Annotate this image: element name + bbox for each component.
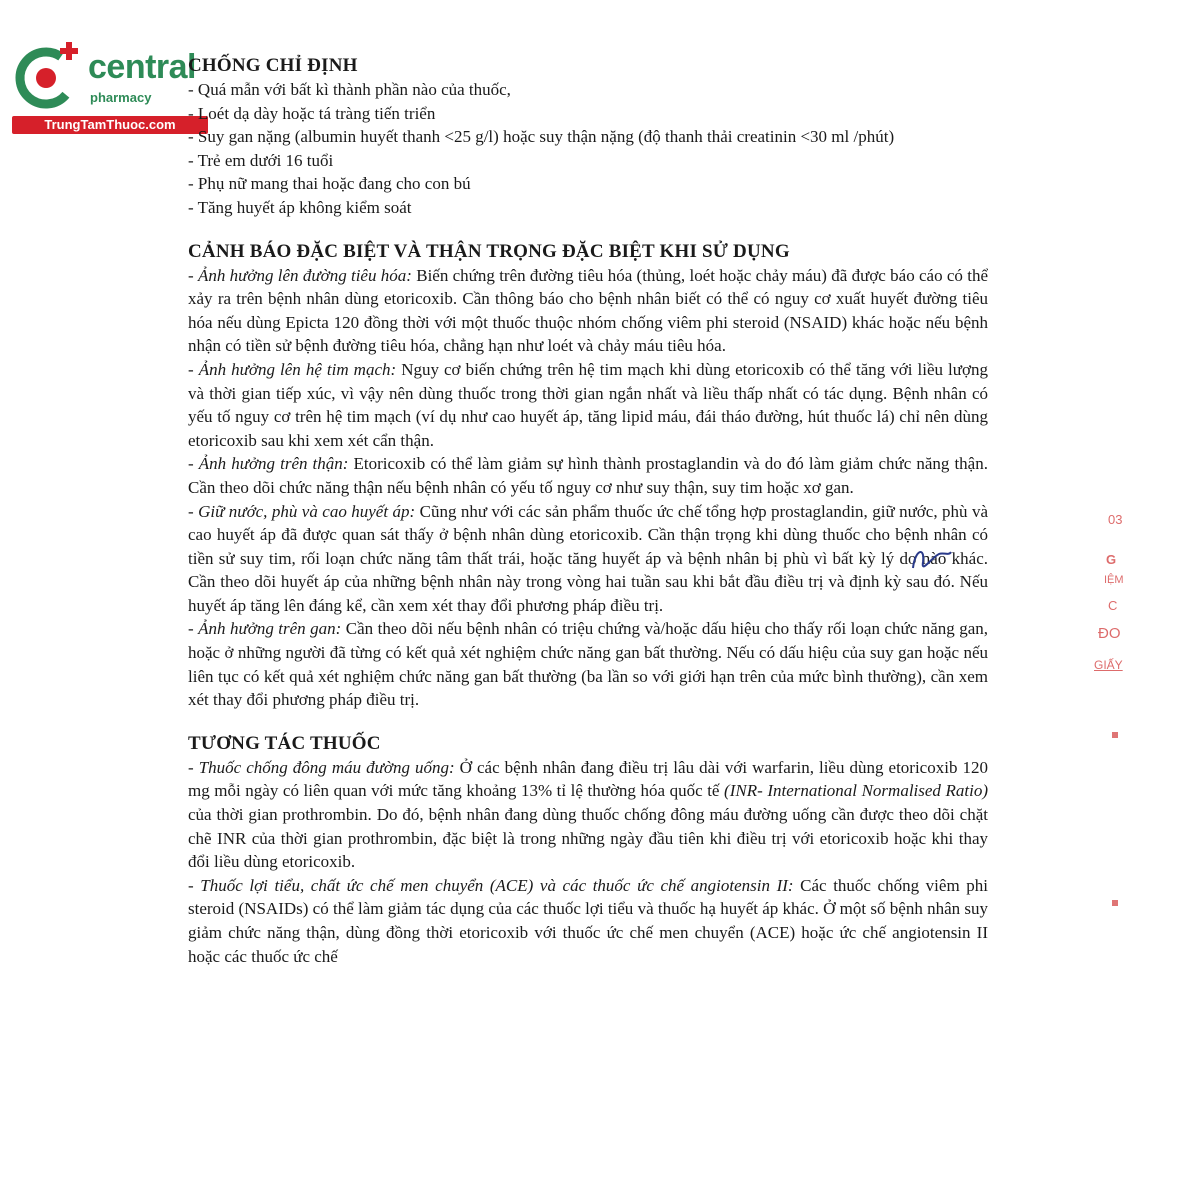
paragraph-text: Ở các bệnh nhân đang điều trị lâu dài với warfarin, liều dùng etoricoxib 120 mg mỗi ngày có liên quan với mức tăng khoảng 13% tỉ lệ thường hóa quốc tế bbox=[188, 757, 988, 801]
list-item: - Phụ nữ mang thai hoặc đang cho con bú bbox=[188, 174, 471, 194]
paragraph-text: Cần theo dõi nếu bệnh nhân có triệu chứng và/hoặc dấu hiệu cho thấy rối loạn chức năng gan, hoặc ở những người đã từng có kết quả xét nghiệm chức năng gan bất thường. Nếu có dấu hiệu của suy gan hoặc nếu liên tục có kết quả xét nghiệm chức năng gan bất thường (ba lần so với giới hạn trên của mức bình thường), cần xem xét thay đổi phương pháp điều trị. bbox=[188, 619, 989, 710]
paragraph-text: của thời gian prothrombin. Do đó, bệnh nhân đang dùng thuốc chống đông máu đường uống cần được theo dõi chặt chẽ INR của thời gian prothrombin, đặc biệt là trong những ngày đầu tiên khi điều trị với etoricoxib hoặc khi thay đổi liều dùng etoricoxib. bbox=[188, 805, 988, 872]
paragraph bbox=[188, 874, 988, 968]
paragraph-lead-inr: (INR- International Normalised Ratio) bbox=[719, 781, 988, 801]
section-heading-interactions: TƯƠNG TÁC THUỐC bbox=[188, 732, 381, 754]
paragraph-text: Các thuốc chống viêm phi steroid (NSAIDs) có thể làm giảm tác dụng của các thuốc lợi tiểu và thuốc hạ huyết áp khác. Ở một số bệnh nhân suy giảm chức năng thận, dùng đồng thời etoricoxib với thuốc ức chế men chuyển (ACE) hoặc ức chế angiotensin II hoặc các thuốc ức chế bbox=[188, 875, 988, 966]
stamp-fragment: C bbox=[1108, 598, 1118, 613]
stamp-fragment: IỆM bbox=[1104, 574, 1124, 586]
section-heading-warnings: CẢNH BÁO ĐẶC BIỆT VÀ THẬN TRỌNG ĐẶC BIỆT KHI SỬ DỤNG bbox=[188, 240, 790, 262]
stamp-fragment: G bbox=[1106, 552, 1117, 567]
list-item: - Trẻ em dưới 16 tuổi bbox=[188, 150, 334, 170]
list-item: - Loét dạ dày hoặc tá tràng tiến triển bbox=[188, 103, 436, 123]
stamp-fragment: ĐO bbox=[1098, 625, 1121, 642]
logo-mark-icon bbox=[10, 38, 90, 118]
section-heading-contraindications: CHỐNG CHỈ ĐỊNH bbox=[188, 55, 358, 76]
paragraph-lead: - Giữ nước, phù và cao huyết áp: bbox=[188, 501, 416, 521]
logo-site-bar: TrungTamThuoc.com bbox=[12, 116, 208, 134]
paragraph-text: Biến chứng trên đường tiêu hóa (thủng, loét hoặc chảy máu) đã được báo cáo có thể xảy ra trên bệnh nhân dùng etoricoxib. Cần thông báo cho bệnh nhân biết có thể có nguy cơ xuất huyết đường tiêu hóa nếu dùng Epicta 120 đồng thời với một thuốc thuộc nhóm chống viêm phi steroid (NSAID) khác hoặc nếu bệnh nhận có tiền sử bệnh đường tiêu hóa, chẳng hạn như loét và chảy máu tiêu hóa. bbox=[188, 265, 988, 356]
paragraph-text: Nguy cơ biến chứng trên hệ tim mạch khi dùng etoricoxib có thể tăng với liều lượng và thời gian tiếp xúc, vì vậy nên dùng thuốc trong thời gian ngắn nhất và liều thấp nhất có tác dụng. Bệnh nhân có yếu tố nguy cơ trên hệ tim mạch (ví dụ như cao huyết áp, tăng lipid máu, đái tháo đường, hút thuốc lá) chỉ nên dùng etoricoxib sau khi xem xét cẩn thận. bbox=[188, 359, 988, 450]
paragraph-lead: - Ảnh hưởng trên gan: bbox=[188, 619, 342, 639]
paragraph-lead: - Thuốc chống đông máu đường uống: bbox=[188, 757, 455, 777]
paragraph-text: Cũng như với các sản phẩm thuốc ức chế tổng hợp prostaglandin, giữ nước, phù và cao huyết áp đã được quan sát thấy ở bệnh nhân dùng etoricoxib. Cần thận trọng khi dùng thuốc cho bệnh nhân có tiền sử suy tim, rối loạn chức năng tâm thất trái, hoặc tăng huyết áp và bệnh nhân bị phù vì bất kỳ lý do nào khác. Cần theo dõi huyết áp của những bệnh nhân này trong vòng hai tuần sau khi bắt đầu điều trị và định kỳ sau đó. Nếu huyết áp tăng lên đáng kể, cần xem xét thay đổi phương pháp điều trị. bbox=[188, 501, 989, 615]
paragraph-lead: - Thuốc lợi tiểu, chất ức chế men chuyển (ACE) và các thuốc ức chế angiotensin II: bbox=[188, 875, 794, 895]
paragraph bbox=[188, 500, 988, 618]
list-item: - Quá mẫn với bất kì thành phần nào của thuốc, bbox=[188, 80, 511, 99]
stamp-dot bbox=[1112, 900, 1118, 906]
list-item: - Suy gan nặng (albumin huyết thanh <25 g/l) hoặc suy thận nặng (độ thanh thải creatinin <30 ml /phút) bbox=[188, 127, 895, 147]
stamp-dot bbox=[1112, 732, 1118, 738]
paragraph-lead: - Ảnh hưởng trên thận: bbox=[188, 454, 349, 474]
paragraph bbox=[188, 617, 988, 711]
paragraph bbox=[188, 358, 988, 452]
paragraph bbox=[188, 756, 988, 874]
paragraph-lead: - Ảnh hưởng lên đường tiêu hóa: bbox=[188, 265, 412, 285]
signature-mark bbox=[905, 540, 955, 580]
document-body bbox=[188, 54, 988, 968]
logo-name: central bbox=[88, 48, 196, 86]
paragraph-lead: - Ảnh hưởng lên hệ tim mạch: bbox=[188, 359, 397, 379]
logo-subtitle: pharmacy bbox=[90, 90, 152, 105]
paragraph bbox=[188, 452, 988, 499]
stamp-fragment: GIẤY bbox=[1094, 658, 1123, 672]
stamp-fragment: 03 bbox=[1108, 512, 1123, 527]
paragraph bbox=[188, 264, 988, 358]
paragraph-text: Etoricoxib có thể làm giảm sự hình thành prostaglandin và do đó làm giảm chức năng thận. Cần theo dõi chức năng thận nếu bệnh nhân có yếu tố nguy cơ như suy thận, suy tim hoặc xơ gan. bbox=[188, 454, 988, 497]
list-item: - Tăng huyết áp không kiểm soát bbox=[188, 197, 412, 217]
